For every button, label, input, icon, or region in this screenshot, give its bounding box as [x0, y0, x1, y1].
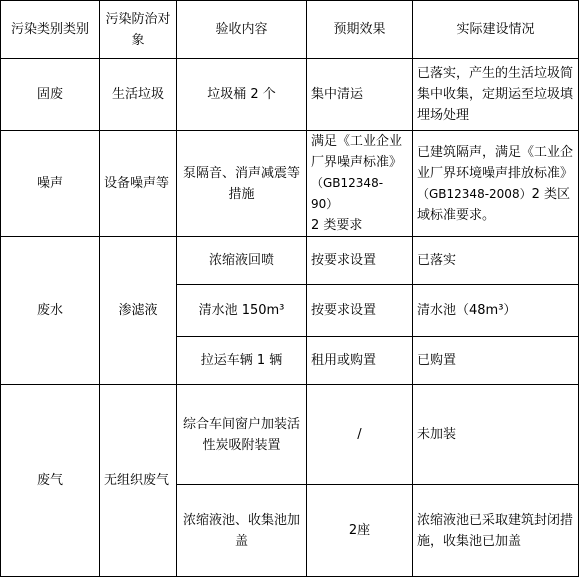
- content-cell: 垃圾桶 2 个: [177, 59, 307, 131]
- object-cell: 生活垃圾: [100, 59, 177, 131]
- effect-standard-code: （GB12348-90）: [311, 176, 384, 211]
- category-cell: 噪声: [1, 131, 100, 237]
- effect-cell: [307, 131, 413, 237]
- header-control-object: 污染防治对象: [100, 1, 177, 59]
- content-cell: 浓缩液回喷: [177, 237, 307, 285]
- category-cell: 废气: [1, 385, 100, 577]
- content-cell: 清水池 150m³: [177, 285, 307, 337]
- header-acceptance-content: 验收内容: [177, 1, 307, 59]
- actual-cell: 未加装: [413, 385, 579, 485]
- actual-standard-code: （GB12348-2008）: [417, 186, 532, 201]
- table-row: [1, 131, 579, 237]
- actual-cell: 浓缩液池已采取建筑封闭措施，收集池已加盖: [413, 485, 579, 577]
- content-cell: 泵隔音、消声减震等措施: [177, 131, 307, 237]
- effect-cell: 租用或购置: [307, 337, 413, 385]
- object-cell: 无组织废气: [100, 385, 177, 577]
- table-header-row: [1, 1, 579, 59]
- table-row: [1, 237, 579, 285]
- header-expected-effect: 预期效果: [307, 1, 413, 59]
- category-cell: 废水: [1, 237, 100, 385]
- header-pollution-category: 污染类别类别: [1, 1, 100, 59]
- effect-cell: 按要求设置: [307, 285, 413, 337]
- actual-standard-class: 2 类区域标准要求。: [417, 186, 570, 223]
- actual-cell: 清水池（48m³）: [413, 285, 579, 337]
- effect-standard: 满足《工业企业厂界噪声标准》: [311, 134, 403, 170]
- actual-standard: 已建筑隔声，满足《工业企业厂界环境噪声排放标准》: [417, 144, 574, 181]
- content-cell: 拉运车辆 1 辆: [177, 337, 307, 385]
- content-cell: 综合车间窗户加装活性炭吸附装置: [177, 385, 307, 485]
- actual-cell: 已落实，产生的生活垃圾简集中收集，定期运至垃圾填埋场处理: [413, 59, 579, 131]
- table-row: [1, 59, 579, 131]
- object-cell: 渗滤液: [100, 237, 177, 385]
- header-actual-construction: 实际建设情况: [413, 1, 579, 59]
- object-cell: 设备噪声等: [100, 131, 177, 237]
- effect-cell: 按要求设置: [307, 237, 413, 285]
- table-row: [1, 385, 579, 485]
- effect-cell: 集中清运: [307, 59, 413, 131]
- effect-cell: 2座: [307, 485, 413, 577]
- actual-cell: 已购置: [413, 337, 579, 385]
- actual-cell: [413, 131, 579, 237]
- effect-cell: /: [307, 385, 413, 485]
- category-cell: 固废: [1, 59, 100, 131]
- content-cell: 浓缩液池、收集池加盖: [177, 485, 307, 577]
- effect-standard-class: 2 类要求: [311, 218, 363, 233]
- actual-cell: 已落实: [413, 237, 579, 285]
